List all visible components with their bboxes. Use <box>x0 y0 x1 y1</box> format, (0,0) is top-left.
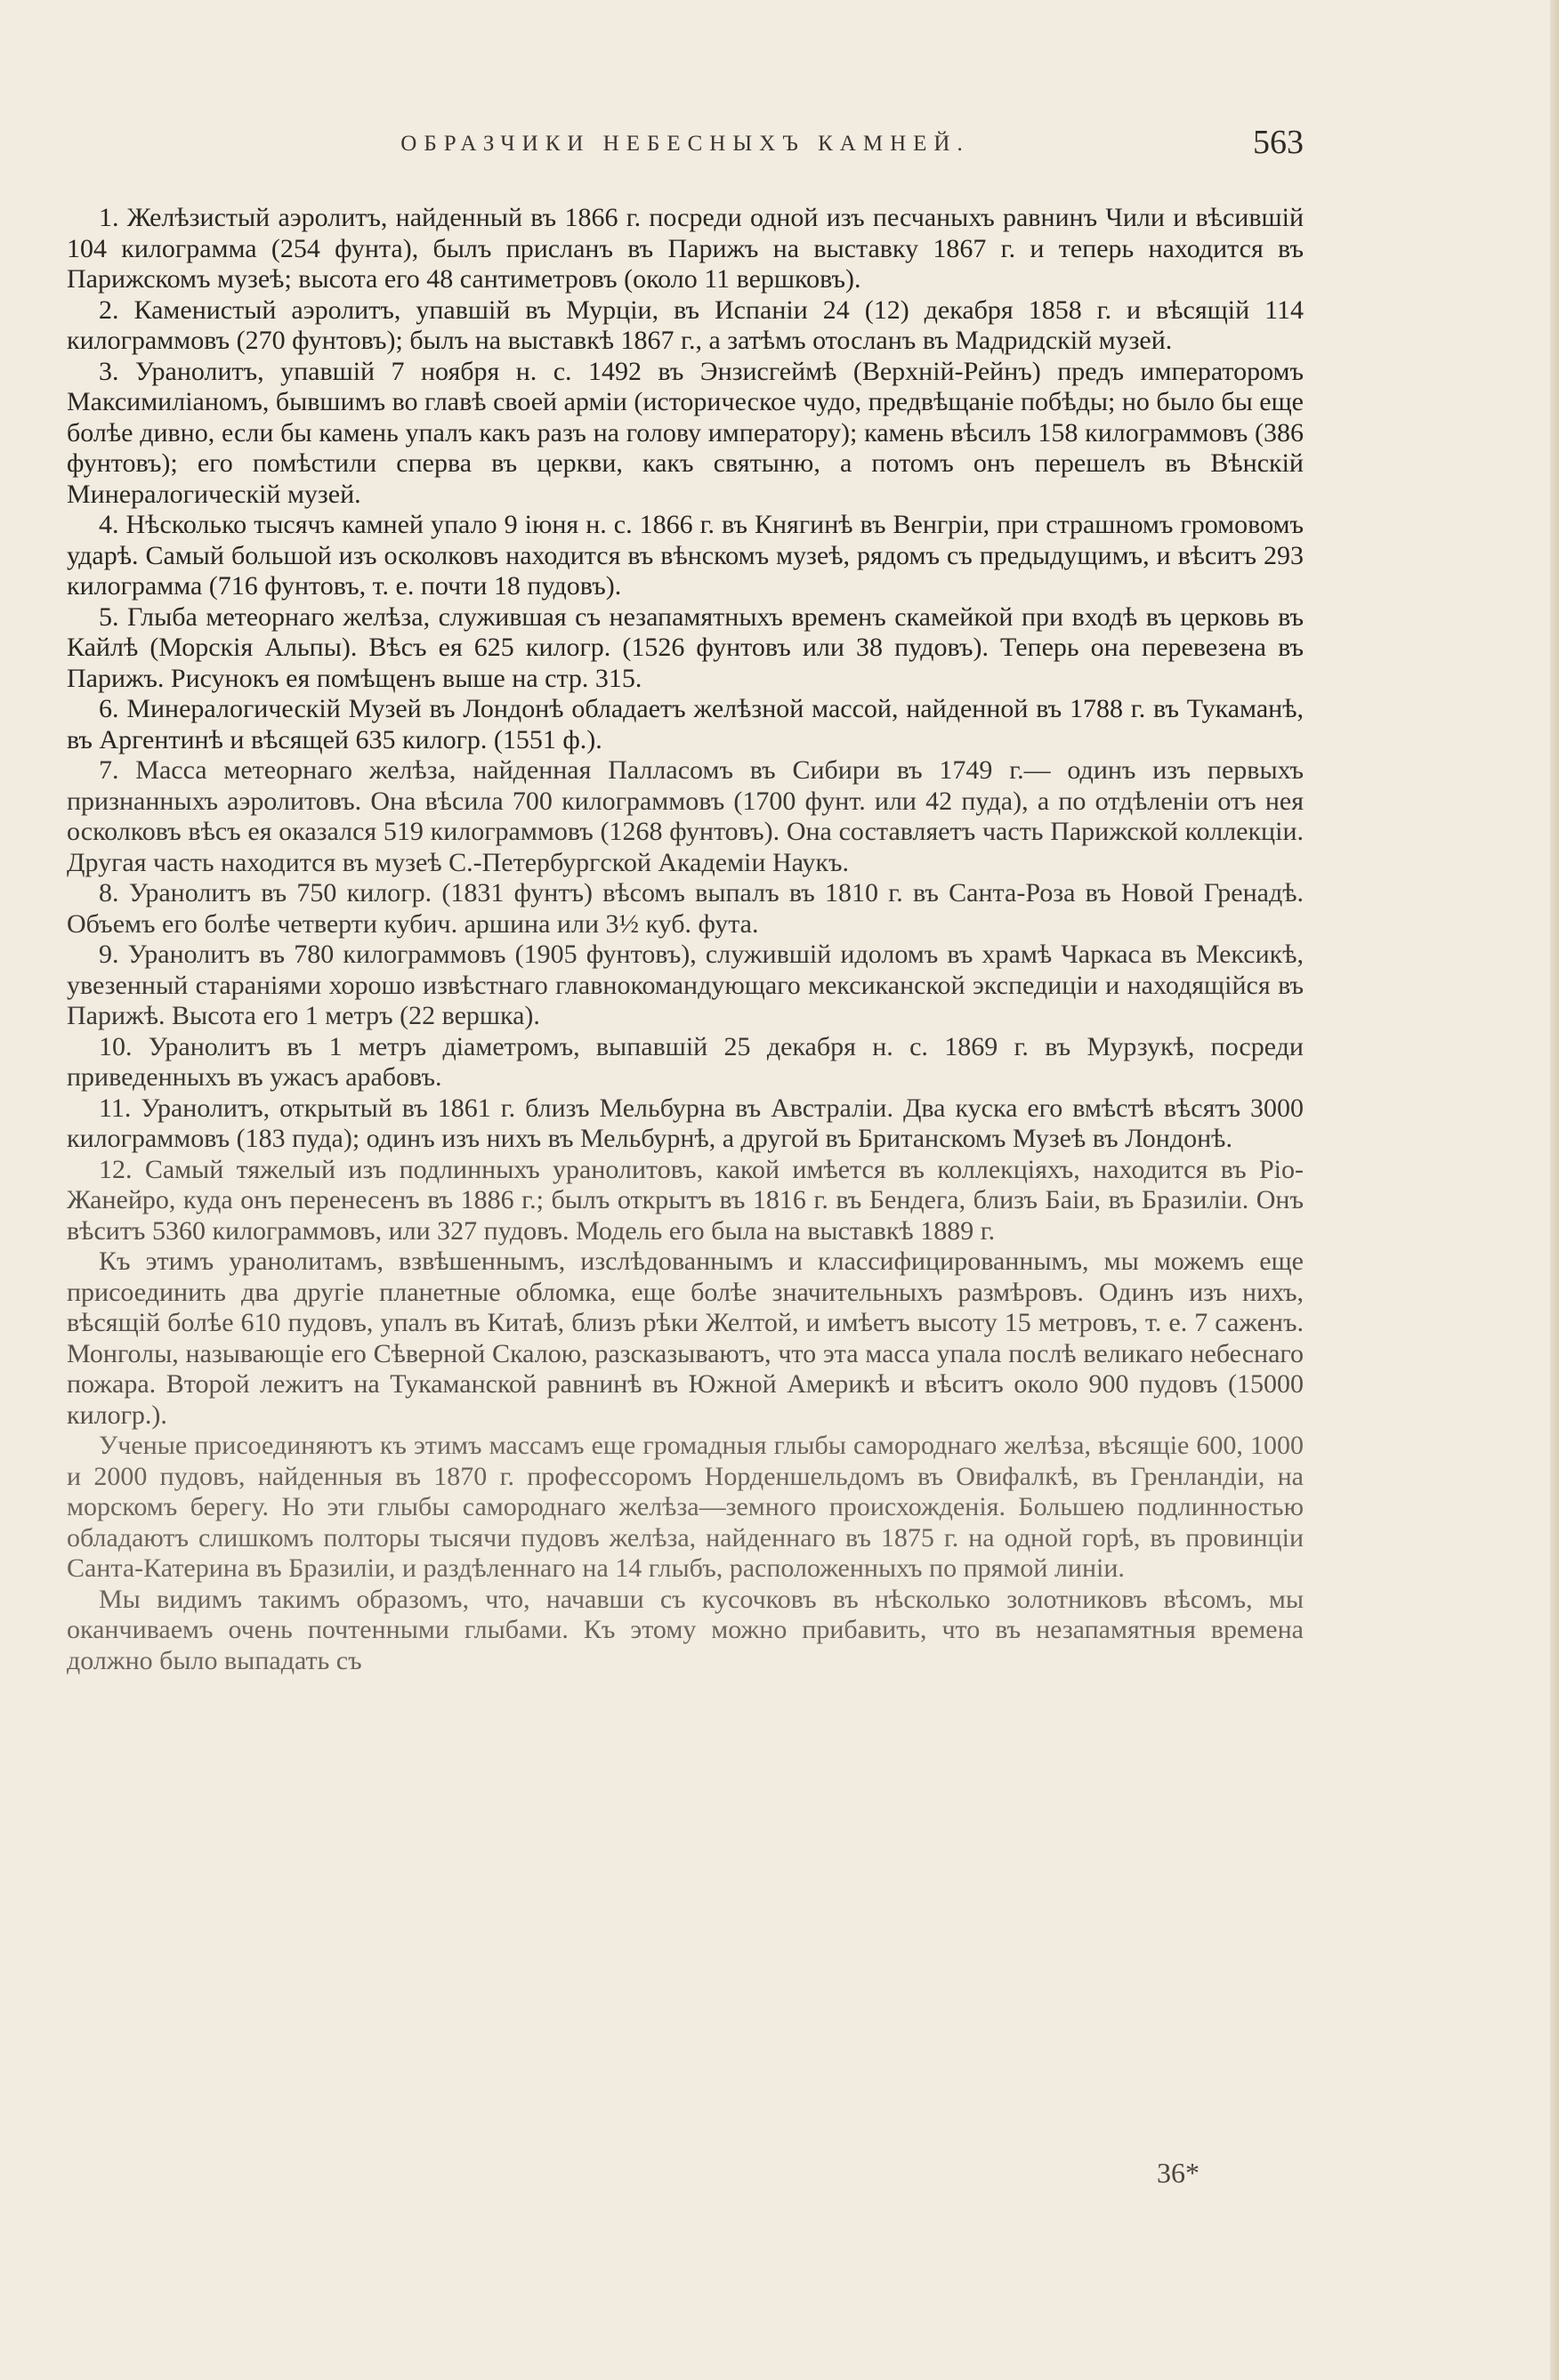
paragraph-item-7: 7. Масса метеорнаго желѣза, найденная Палласомъ въ Сибири въ 1749 г.— одинъ изъ первыхъ признанныхъ аэролитовъ. Она вѣсила 700 килограммовъ (1700 фунт. или 42 пуда), а по отдѣленіи отъ нея осколковъ вѣсъ ея оказался 519 килограммовъ (1268 фунтовъ). Она составляетъ часть Парижской коллекціи. Другая часть находится въ музеѣ С.-Петербургской Академіи Наукъ. <box>67 755 1304 877</box>
signature-mark: 36* <box>1157 2157 1200 2189</box>
paragraph-item-4: 4. Нѣсколько тысячъ камней упало 9 іюня н. с. 1866 г. въ Княгинѣ въ Венгріи, при страшномъ громовомъ ударѣ. Самый большой изъ осколковъ находится въ вѣнскомъ музеѣ, рядомъ съ предыдущимъ, и вѣситъ 293 килограмма (716 фунтовъ, т. е. почти 18 пудовъ). <box>67 510 1304 601</box>
paragraph-item-5: 5. Глыба метеорнаго желѣза, служившая съ незапамятныхъ временъ скамейкой при входѣ въ церковь въ Кайлѣ (Морскія Альпы). Вѣсъ ея 625 килогр. (1526 фунтовъ или 38 пудовъ). Теперь она перевезена въ Парижъ. Рисунокъ ея помѣщенъ выше на стр. 315. <box>67 601 1304 693</box>
paragraph-ranolith-summary: Къ этимъ уранолитамъ, взвѣшеннымъ, изслѣдованнымъ и классифицированнымъ, мы можемъ еще присоединить два другіе планетные обломка, еще болѣе значительныхъ размѣровъ. Одинъ изъ нихъ, вѣсящій болѣе 610 пудовъ, упалъ въ Китаѣ, близъ рѣки Желтой, и имѣетъ высоту 15 метровъ, т. е. 7 саженъ. Монголы, называющіе его Сѣверной Скалою, разсказываютъ, что эта масса упала послѣ великаго небеснаго пожара. Второй лежитъ на Тукаманской равнинѣ въ Южной Америкѣ и вѣситъ около 900 пудовъ (15000 килогр.). <box>67 1246 1304 1430</box>
paragraph-item-6: 6. Минералогическій Музей въ Лондонѣ обладаетъ желѣзной массой, найденной въ 1788 г. въ Тукаманѣ, въ Аргентинѣ и вѣсящей 635 килогр. (1551 ф.). <box>67 694 1304 754</box>
paragraph-item-12: 12. Самый тяжелый изъ подлинныхъ уранолитовъ, какой имѣется въ коллекціяхъ, находится въ Ріо-Жанейро, куда онъ перенесенъ въ 1886 г.; былъ открытъ въ 1816 г. въ Бендега, близъ Баіи, въ Бразиліи. Онъ вѣситъ 5360 килограммовъ, или 327 пудовъ. Модель его была на выставкѣ 1889 г. <box>67 1154 1304 1246</box>
paragraph-item-10: 10. Уранолитъ въ 1 метръ діаметромъ, выпавшій 25 декабря н. с. 1869 г. въ Мурзукѣ, посреди приведенныхъ въ ужасъ арабовъ. <box>67 1031 1304 1092</box>
paragraph-item-3: 3. Уранолитъ, упавшій 7 ноября н. с. 1492 въ Энзисгеймѣ (Верхній-Рейнъ) предъ императоромъ Максимиліаномъ, бывшимъ во главѣ своей арміи (историческое чудо, предвѣщаніе побѣды; но было бы еще болѣе дивно, если бы камень упалъ какъ разъ на голову императору); камень вѣсилъ 158 килограммовъ (386 фунтовъ); его помѣстили сперва въ церкви, какъ святыню, а потомъ онъ перешелъ въ Вѣнскій Минералогическій музей. <box>67 356 1304 509</box>
paragraph-native-iron: Ученые присоединяютъ къ этимъ массамъ еще громадныя глыбы самороднаго желѣза, вѣсящіе 600, 1000 и 2000 пудовъ, найденныя въ 1870 г. профессоромъ Норденшельдомъ въ Овифалкѣ, въ Гренландіи, на морскомъ берегу. Но эти глыбы самороднаго желѣза—земного происхожденія. Большею подлинностью обладаютъ слишкомъ полторы тысячи пудовъ желѣза, найденнаго въ 1875 г. на одной горѣ, въ провинціи Санта-Катерина въ Бразиліи, и раздѣленнаго на 14 глыбъ, расположенныхъ по прямой линіи. <box>67 1431 1304 1583</box>
paragraph-item-1: 1. Желѣзистый аэролитъ, найденный въ 1866 г. посреди одной изъ песчаныхъ равнинъ Чили и вѣсившій 104 килограмма (254 фунта), былъ присланъ въ Парижъ на выставку 1867 г. и теперь находится въ Парижскомъ музеѣ; высота его 48 сантиметровъ (около 11 вершковъ). <box>67 203 1304 294</box>
paragraph-item-9: 9. Уранолитъ въ 780 килограммовъ (1905 фунтовъ), служившій идоломъ въ храмѣ Чаркаса въ Мексикѣ, увезенный стараніями хорошо извѣстнаго главнокомандующаго мексиканской экспедиціи и находящійся въ Парижѣ. Высота его 1 метръ (22 вершка). <box>67 940 1304 1030</box>
paragraph-conclusion: Мы видимъ такимъ образомъ, что, начавши съ кусочковъ въ нѣсколько золотниковъ вѣсомъ, мы оканчиваемъ очень почтенными глыбами. Къ этому можно прибавить, что въ незапамятныя времена должно было выпадать съ <box>67 1584 1304 1675</box>
body-text <box>67 203 1304 1676</box>
running-head: ОБРАЗЧИКИ НЕБЕСНЫХЪ КАМНЕЙ. <box>400 132 970 156</box>
paragraph-item-8: 8. Уранолитъ въ 750 килогр. (1831 фунтъ) вѣсомъ выпалъ въ 1810 г. въ Санта-Роза въ Новой Гренадѣ. Объемъ его болѣе четверти кубич. аршина или 3½ куб. фута. <box>67 878 1304 939</box>
paragraph-item-11: 11. Уранолитъ, открытый въ 1861 г. близъ Мельбурна въ Австраліи. Два куска его вмѣстѣ вѣсятъ 3000 килограммовъ (183 пуда); одинъ изъ нихъ въ Мельбурнѣ, а другой въ Британскомъ Музеѣ въ Лондонѣ. <box>67 1093 1304 1153</box>
page-number: 563 <box>1253 124 1304 161</box>
page-header <box>67 123 1304 173</box>
paragraph-item-2: 2. Каменистый аэролитъ, упавшій въ Мурціи, въ Испаніи 24 (12) декабря 1858 г. и вѣсящій 114 килограммовъ (270 фунтовъ); былъ на выставкѣ 1867 г., а затѣмъ отосланъ въ Мадридскій музей. <box>67 294 1304 355</box>
page-edge <box>1550 0 1559 2380</box>
